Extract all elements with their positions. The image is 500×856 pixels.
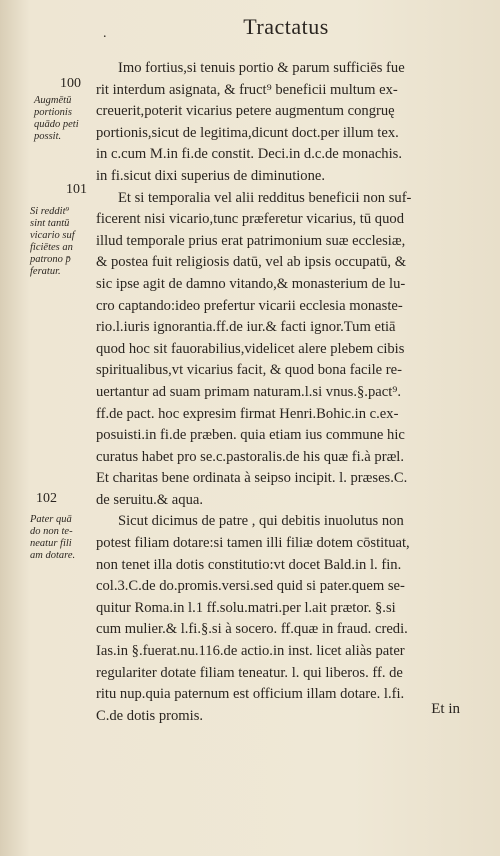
section-number-102: 102 bbox=[36, 491, 57, 506]
text-line: uertantur ad suam primam naturam.l.si vnus.§.pact⁹. bbox=[96, 383, 401, 400]
body-text bbox=[96, 58, 481, 727]
text-line: spiritualibus,vt vicarius facit, & quod bona facile re- bbox=[96, 362, 402, 379]
margin-note-line: vicario suf bbox=[30, 230, 75, 241]
text-line: & postea fuit religiosis datū, vel ab ipsis occupatū, & bbox=[96, 254, 407, 271]
margin-note-line: Si reddit⁹ bbox=[30, 206, 70, 217]
margin-note-line: neatur fili bbox=[30, 538, 72, 549]
text-line: creuerit,poterit vicarius petere augmentum congruę bbox=[96, 103, 395, 120]
margin-note-line: feratur. bbox=[30, 266, 61, 277]
text-line: cro captando:ideo prefertur vicarii ecclesia monaste- bbox=[96, 297, 403, 314]
margin-note-line: possit. bbox=[34, 131, 62, 142]
text-line: in fi.sicut dixi superius de diminutione. bbox=[96, 167, 326, 184]
section-number-100: 100 bbox=[60, 76, 81, 91]
margin-note-line: do non te- bbox=[30, 526, 73, 537]
text-line: quod hoc sit fauorabilius,videlicet alere plebem cibis bbox=[96, 340, 405, 357]
margin-note-line: ficiētes an bbox=[30, 242, 73, 253]
corner-mark: . bbox=[103, 26, 107, 41]
text-line: rio.l.iuris ignorantia.ff.de iur.& facti ignor.Tum etiā bbox=[96, 319, 396, 336]
text-line: ritu nup.quia paternum est officium illam dotare. l.fi. bbox=[96, 686, 405, 703]
margin-note-101 bbox=[30, 206, 75, 278]
margin-note-line: Augmētū bbox=[34, 95, 72, 106]
margin-note-line: portionis bbox=[34, 107, 72, 118]
text-line: illud temporale prius erat patrimonium suæ ecclesiæ, bbox=[96, 232, 406, 249]
margin-note-line: Pater quā bbox=[30, 514, 72, 525]
margin-note-100 bbox=[34, 95, 79, 143]
margin-note-line: patrono p̄ bbox=[30, 254, 71, 265]
margin-note-line: sint tantū bbox=[30, 218, 70, 229]
text-line: regulariter dotate filiam teneatur. l. qui liberos. ff. de bbox=[96, 664, 403, 681]
margin-note-102 bbox=[30, 514, 75, 562]
text-line: Sicut dicimus de patre , qui debitis inuolutus non bbox=[118, 513, 404, 530]
text-line: C.de dotis promis. bbox=[96, 707, 204, 724]
text-line: in c.cum M.in fi.de constit. Deci.in d.c.de monachis. bbox=[96, 146, 402, 163]
text-line: posuisti.in fi.de præben. quia etiam ius commune hic bbox=[96, 427, 405, 444]
margin-note-line: am dotare. bbox=[30, 550, 76, 561]
running-head: Tractatus bbox=[243, 14, 329, 39]
section-number-101: 101 bbox=[66, 182, 87, 197]
text-line: potest filiam dotare:si tamen illi filiæ dotem cōstituat, bbox=[96, 535, 410, 552]
text-line: Ias.in §.fuerat.nu.116.de actio.in inst. licet aliàs pater bbox=[96, 643, 405, 660]
text-line: quitur Roma.in l.1 ff.solu.matri.per l.ait prætor. §.si bbox=[96, 599, 396, 616]
text-line: portionis,sicut de legitima,dicunt doct.per illum tex. bbox=[96, 124, 399, 141]
text-line: col.3.C.de do.promis.versi.sed quid si pater.quem se- bbox=[96, 578, 405, 595]
text-line: non tenet illa dotis constitutio:vt docet Bald.in l. fin. bbox=[96, 556, 402, 573]
text-line: cum mulier.& l.fi.§.si à socero. ff.quæ in fraud. credi. bbox=[96, 621, 408, 638]
text-line: ff.de pact. hoc expresim firmat Henri.Bohic.in c.ex- bbox=[96, 405, 399, 422]
text-line: rit interdum asignata, & fruct⁹ beneficii multum ex- bbox=[96, 81, 398, 98]
text-line: Et charitas bene ordinata à seipso incipit. l. præses.C. bbox=[96, 470, 408, 487]
text-line: Et si temporalia vel alii redditus beneficii non suf- bbox=[118, 189, 412, 206]
text-line: de seruitu.& aqua. bbox=[96, 491, 203, 508]
margin-note-line: quādo peti bbox=[34, 119, 79, 130]
text-line: sic ipse agit de damno vitando,& monasterium de lu- bbox=[96, 275, 406, 292]
catchword: Et in bbox=[431, 701, 460, 717]
text-line: curatus habet pro se.c.pastoralis.de his quæ fi.à præl. bbox=[96, 448, 405, 465]
text-line: Imo fortius,si tenuis portio & parum sufficiēs fue bbox=[118, 60, 405, 76]
text-line: ficerent nisi vicario,tunc præferetur vicarius, tū quod bbox=[96, 211, 404, 228]
